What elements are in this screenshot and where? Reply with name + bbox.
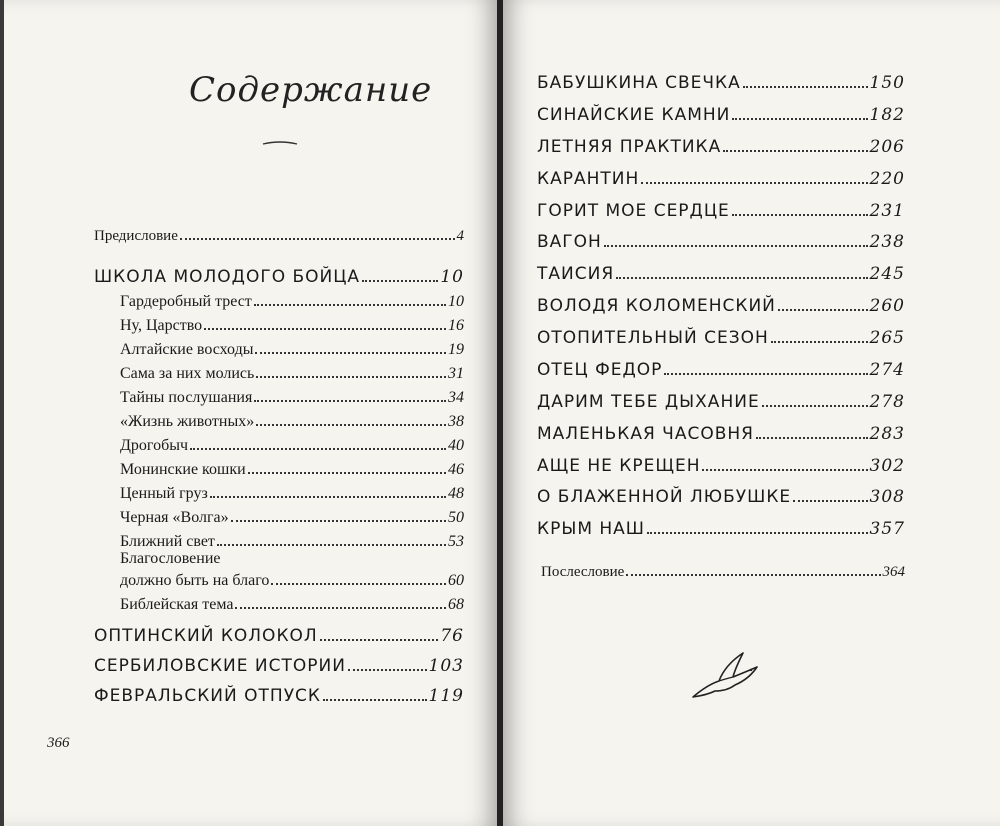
toc-entry-label: «Жизнь животных» [120,413,255,430]
toc-entry-page: 283 [869,424,905,444]
toc-entry-page: 19 [448,341,464,358]
leader-dots [626,574,880,576]
toc-entry-label: КАРАНТИН [537,169,640,189]
toc-entry-page: 4 [456,228,464,244]
toc-entry [120,341,464,359]
toc-entry-blessing [120,572,464,590]
toc-entry-label: Монинские кошки [120,461,246,478]
toc-entry-page: 68 [448,596,464,613]
page-number: 366 [47,735,70,751]
toc-part-school [94,267,464,287]
toc-entry-label: Гардеробный трест [120,293,252,310]
toc-part [537,169,905,189]
toc-entry-page: 278 [869,392,905,412]
toc-part [537,264,905,284]
toc-entry [120,509,464,527]
leader-dots [762,405,868,407]
toc-entry-page: 119 [428,686,464,706]
toc-entry [120,413,464,431]
toc-entry-label: ДАРИМ ТЕБЕ ДЫХАНИЕ [537,392,760,412]
leader-dots [348,669,427,671]
toc-part [537,519,905,539]
leader-dots [793,500,867,502]
toc-entry-label: КРЫМ НАШ [537,519,645,539]
toc-entry-label: АЩЕ НЕ КРЕЩЕН [537,456,701,476]
toc-entry-preface [94,228,464,245]
toc-part [537,328,905,348]
leader-dots [664,373,867,375]
toc-entry-page: 50 [448,509,464,526]
toc-part [537,424,905,444]
title-ornament [262,140,298,146]
toc-entry-page: 10 [448,293,464,310]
leader-dots [732,214,868,216]
leader-dots [323,699,427,701]
toc-entry-page: 60 [448,572,464,589]
toc-entry-label: должно быть на благо [120,572,270,589]
leader-dots [254,304,446,306]
toc-entry [120,317,464,335]
toc-entry-label: Ближний свет [120,533,215,550]
toc-entry-page: 274 [869,360,905,380]
leader-dots [217,544,446,546]
leader-dots [231,520,446,522]
leader-dots [210,496,446,498]
toc-part [537,201,905,221]
toc-entry [120,533,464,551]
leader-dots [616,277,867,279]
toc-entry-page: 231 [869,201,905,221]
toc-part [537,487,905,507]
toc-entry-page: 150 [869,73,905,93]
leader-dots [255,352,446,354]
leader-dots [778,309,868,311]
toc-part [537,456,905,476]
leader-dots [732,118,867,120]
toc-entry-label: ОТОПИТЕЛЬНЫЙ СЕЗОН [537,328,769,348]
toc-part [94,626,464,646]
dove-icon [685,645,765,705]
leader-dots [248,472,446,474]
toc-part [537,105,905,125]
toc-entry-label: Сама за них молись [120,365,255,382]
toc-entry-label: ВАГОН [537,232,602,252]
toc-part [537,73,905,93]
toc-entry-page: 357 [869,519,905,539]
toc-entry-label: МАЛЕНЬКАЯ ЧАСОВНЯ [537,424,754,444]
toc-entry-page: 40 [448,437,464,454]
toc-entry-page: 103 [428,656,464,676]
leader-dots [190,448,446,450]
leader-dots [641,182,867,184]
toc-entry-label: ФЕВРАЛЬСКИЙ ОТПУСК [94,686,321,706]
leader-dots [743,86,868,88]
toc-entry-page: 308 [869,487,905,507]
toc-entry [120,293,464,311]
toc-part [537,137,905,157]
toc-entry-label: Алтайские восходы [120,341,254,358]
toc-entry-label: ГОРИТ МОЕ СЕРДЦЕ [537,201,730,221]
toc-entry-page: 48 [448,485,464,502]
leader-dots [771,341,868,343]
toc-entry-page: 238 [869,232,905,252]
leader-dots [180,238,455,240]
toc-entry-page: 76 [440,626,464,646]
toc-part [537,232,905,252]
toc-part [537,392,905,412]
toc-entry-page: 265 [869,328,905,348]
toc-entry-label: СЕРБИЛОВСКИЕ ИСТОРИИ [94,656,346,676]
leader-dots [647,532,868,534]
leader-dots [362,280,438,282]
toc-entry-label: Тайны послушания [120,389,253,406]
toc-entry-page: 245 [869,264,905,284]
toc-title: Содержание [189,70,433,110]
leader-dots [702,469,867,471]
toc-entry-label: О БЛАЖЕННОЙ ЛЮБУШКЕ [537,487,792,507]
toc-entry-page: 302 [869,456,905,476]
leader-dots [235,607,446,609]
left-page [4,0,497,826]
toc-entry-label: Ну, Царство [120,317,203,334]
toc-entry-label: ЛЕТНЯЯ ПРАКТИКА [537,137,722,157]
toc-entry-page: 206 [869,137,905,157]
toc-entry-label: ШКОЛА МОЛОДОГО БОЙЦА [94,267,361,287]
toc-entry-label: ВОЛОДЯ КОЛОМЕНСКИЙ [537,296,776,316]
toc-part [94,686,464,706]
toc-entry-label: ТАИСИЯ [537,264,615,284]
toc-entry [120,389,464,407]
toc-entry-page: 16 [448,317,464,334]
toc-entry-label: СИНАЙСКИЕ КАМНИ [537,105,731,125]
leader-dots [756,437,868,439]
toc-entry [120,485,464,503]
toc-entry-page: 46 [448,461,464,478]
toc-entry-page: 182 [869,105,905,125]
toc-entry-page: 31 [448,365,464,382]
leader-dots [204,328,446,330]
toc-entry-label: БАБУШКИНА СВЕЧКА [537,73,741,93]
toc-entry-label: Библейская тема [120,596,234,613]
toc-entry-label: Предисловие [94,228,178,244]
leader-dots [256,376,446,378]
toc-entry-label: Ценный груз [120,485,208,502]
leader-dots [320,639,439,641]
toc-entry-label: ОПТИНСКИЙ КОЛОКОЛ [94,626,318,646]
leader-dots [254,400,446,402]
toc-entry-label: Черная «Волга» [120,509,229,526]
toc-entry-label: Послесловие [541,564,625,580]
toc-entry [120,365,464,383]
toc-part [537,296,905,316]
leader-dots [256,424,446,426]
leader-dots [723,150,867,152]
toc-entry-page: 34 [448,389,464,406]
toc-entry-afterword [541,564,905,581]
toc-entry [120,437,464,455]
toc-part [94,656,464,676]
toc-entry [120,596,464,614]
leader-dots [271,583,446,585]
toc-entry-blessing-line1: Благословение [120,550,221,567]
toc-entry-page: 53 [448,533,464,550]
toc-entry-label: ОТЕЦ ФЕДОР [537,360,663,380]
toc-entry-page: 364 [882,564,905,580]
toc-entry-page: 10 [440,267,464,287]
toc-entry-label: Дрогобыч [120,437,189,454]
toc-entry-page: 260 [869,296,905,316]
leader-dots [604,245,868,247]
toc-entry [120,461,464,479]
toc-entry-page: 220 [869,169,905,189]
toc-part [537,360,905,380]
toc-entry-page: 38 [448,413,464,430]
